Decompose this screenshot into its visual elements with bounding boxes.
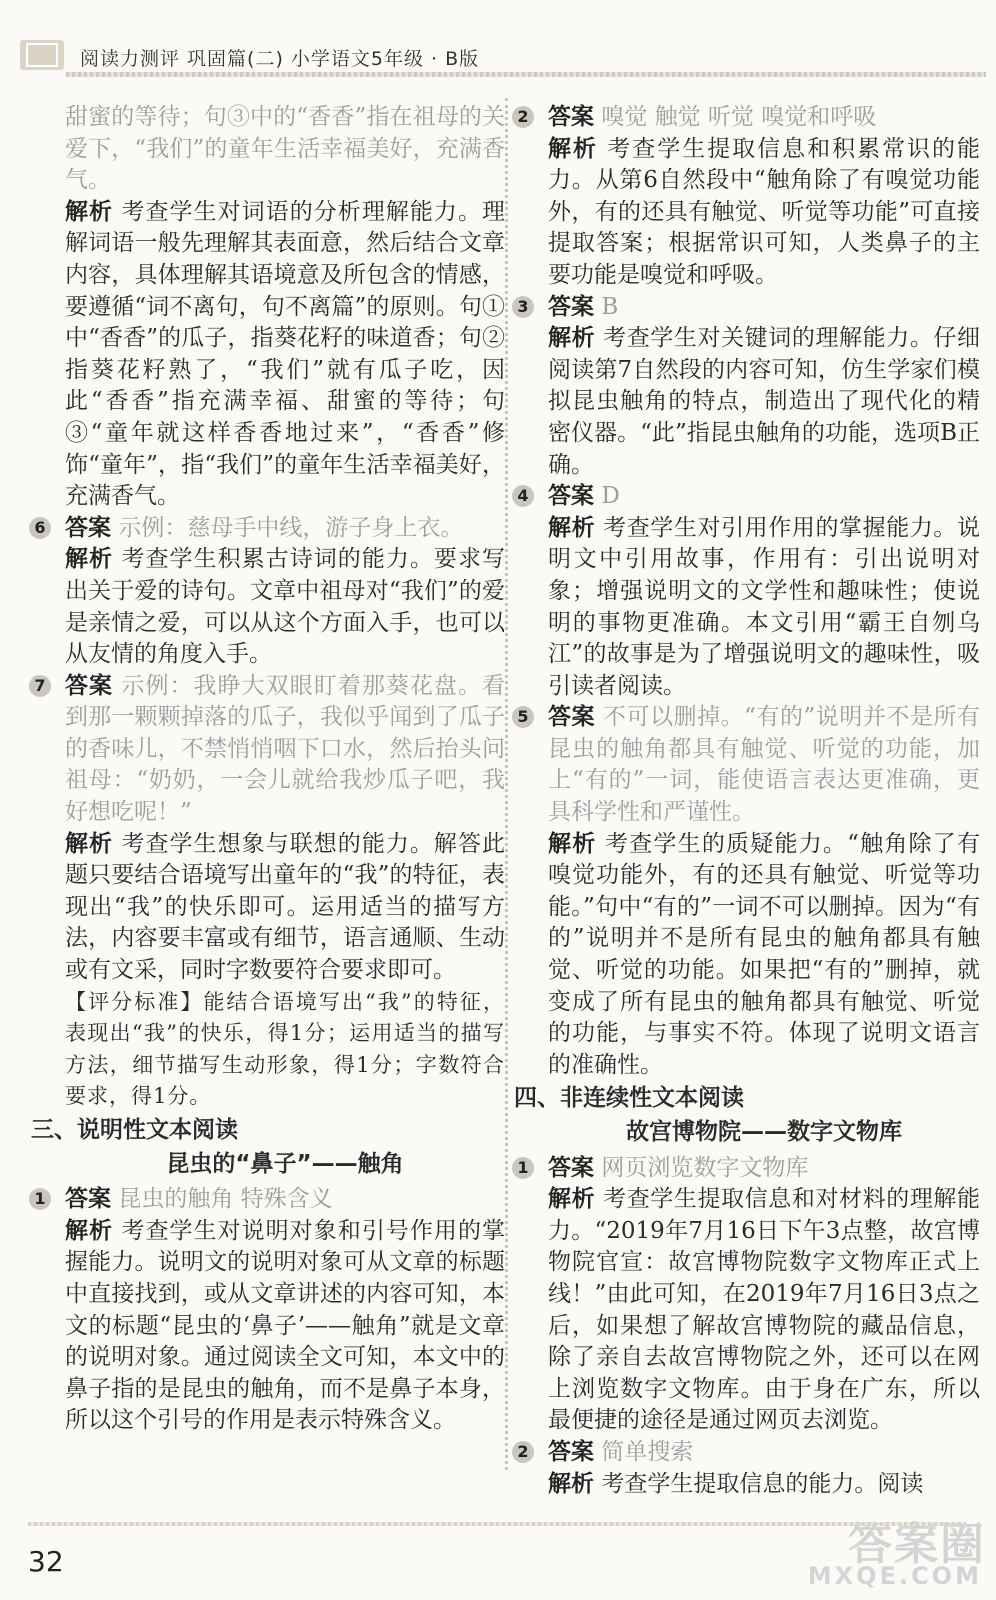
section3-question-1 xyxy=(34,1184,506,1437)
question-number-badge: 7 xyxy=(29,675,51,697)
analysis-label: 解析 xyxy=(65,546,114,573)
answer-text: 网页浏览数字文物库 xyxy=(601,1154,809,1181)
question-number-badge: 1 xyxy=(29,1188,51,1210)
question-7 xyxy=(34,671,506,1113)
section4-question-1 xyxy=(517,1153,980,1437)
analysis-label: 解析 xyxy=(548,514,596,541)
continued-answer: 甜蜜的等待；句③中的“香香”指在祖母的关爱下，“我们”的童年生活幸福美好，充满香气。 xyxy=(65,104,505,194)
page-number: 32 xyxy=(28,1545,64,1578)
header-divider xyxy=(66,72,986,77)
question-number-badge: 2 xyxy=(512,1441,534,1463)
analysis-text: 考查学生提取信息和积累常识的能力。从第6自然段中“触角除了有嗅觉功能外，有的还具有触觉、听觉等功能”可直接提取答案；根据常识可知，人类鼻子的主要功能是嗅觉和呼吸。 xyxy=(548,135,981,288)
analysis-text: 考查学生对词语的分析理解能力。理解词语一般先理解其表面意，然后结合文章内容，具体理解其语境意及所包含的情感，要遵循“词不离句，句不离篇”的原则。句①中“香香”的瓜子，指葵花籽的味道香；句②指葵花籽熟了，“我们”就有瓜子吃，因此“香香”指充满幸福、甜蜜的等待；句③“童年就这样香香地过来”，“香香”修饰“童年”，指“我们”的童年生活幸福美好，充满香气。 xyxy=(65,198,506,510)
continued-analysis xyxy=(65,197,505,513)
answer-label: 答案 xyxy=(65,514,111,541)
answer-text: D xyxy=(601,483,620,510)
section-heading-4: 四、非连续性文本阅读 xyxy=(514,1085,744,1112)
answer-label: 答案 xyxy=(65,672,114,699)
right-column xyxy=(514,102,981,1500)
question-number-badge: 5 xyxy=(512,706,534,728)
answer-label: 答案 xyxy=(548,1438,594,1465)
watermark-logo xyxy=(807,1508,986,1594)
watermark-sub: MXQE.COM xyxy=(807,1562,982,1590)
analysis-label: 解析 xyxy=(65,1217,114,1244)
left-column xyxy=(31,102,506,1437)
analysis-label: 解析 xyxy=(65,830,114,857)
column-divider xyxy=(505,98,508,1470)
article-title: 故宫博物院——数字文物库 xyxy=(626,1119,902,1145)
section3-question-3 xyxy=(517,292,980,482)
answer-text: 昆虫的触角 特殊含义 xyxy=(118,1186,333,1213)
analysis-text: 考查学生对引用作用的掌握能力。说明文中引用故事，作用有：引出说明对象；增强说明文的文学性和趣味性；使说明的事物更准确。本文引用“霸王自刎乌江”的故事是为了增强说明文的趣味性，吸引读者阅读。 xyxy=(548,514,980,699)
article-title: 昆虫的“鼻子”——触角 xyxy=(166,1150,404,1177)
header-title: 阅读力测评 巩固篇(二) 小学语文5年级 · B版 xyxy=(80,48,480,70)
question-number-badge: 4 xyxy=(512,485,534,507)
analysis-text: 考查学生提取信息的能力。阅读 xyxy=(601,1470,924,1497)
question-number-badge: 1 xyxy=(512,1157,534,1179)
analysis-label: 解析 xyxy=(548,830,597,857)
answer-text: 简单搜索 xyxy=(601,1438,694,1465)
analysis-text: 考查学生对关键词的理解能力。仔细阅读第7自然段的内容可知，仿生学家们模拟昆虫触角的特点，制造出了现代化的精密仪器。“此”指昆虫触角的功能，选项B正确。 xyxy=(548,325,980,478)
book-logo-icon xyxy=(20,40,64,70)
page-header xyxy=(0,0,996,70)
answer-label: 答案 xyxy=(548,104,594,130)
question-6 xyxy=(34,513,506,671)
analysis-label: 解析 xyxy=(65,198,114,225)
analysis-label: 解析 xyxy=(548,135,598,162)
analysis-text: 考查学生的质疑能力。“触角除了有嗅觉功能外，有的还具有触觉、听觉等功能。”句中“有的”一词不可以删掉。因为“有的”说明并不是所有昆虫的触角都具有触觉、听觉的功能。如果把“有的”删掉，就变成了所有昆虫的触角都具有触觉、听觉的功能，与事实不符。体现了说明文语言的准确性。 xyxy=(548,830,980,1078)
answer-label: 答案 xyxy=(548,483,594,510)
section4-question-2 xyxy=(517,1437,980,1500)
answer-text: 示例：慈母手中线，游子身上衣。 xyxy=(118,514,464,541)
analysis-label: 解析 xyxy=(548,1186,596,1213)
answer-text: B xyxy=(601,293,619,320)
question-number-badge: 3 xyxy=(512,296,534,318)
answer-text: 示例：我睁大双眼盯着那葵花盘。看到那一颗颗掉落的瓜子，我似乎闻到了瓜子的香味儿，不禁悄悄咽下口水，然后抬头问祖母：“奶奶，一会儿就给我炒瓜子吧，我好想吃呢！” xyxy=(65,672,506,826)
analysis-label: 解析 xyxy=(548,1470,594,1497)
answer-text: 嗅觉 触觉 听觉 嗅觉和呼吸 xyxy=(601,104,877,130)
question-number-badge: 6 xyxy=(29,517,51,539)
answer-label: 答案 xyxy=(548,293,594,320)
answer-label: 答案 xyxy=(65,1186,111,1213)
section-heading-3: 三、说明性文本阅读 xyxy=(31,1117,238,1143)
analysis-text: 考查学生提取信息和对材料的理解能力。“2019年7月16日下午3点整，故宫博物院官宣：故宫博物院数字文物库正式上线！”由此可知，在2019年7月16日3点之后，如果想了解故宫博物院的藏品信息，除了亲自去故宫博物院之外，还可以在网上浏览数字文物库。由于身在广东，所以最便捷的途径是通过网页去浏览。 xyxy=(548,1186,980,1434)
section3-question-5 xyxy=(517,702,981,1081)
section3-question-4 xyxy=(517,481,980,702)
watermark-main: 答案圈 xyxy=(848,1519,986,1570)
answer-text: 不可以删掉。“有的”说明并不是所有昆虫的触角都具有触觉、听觉的功能，加上“有的”一词，能使语言表达更准确，更具科学性和严谨性。 xyxy=(548,704,981,826)
analysis-text: 考查学生积累古诗词的能力。要求写出关于爱的诗句。文章中祖母对“我们”的爱是亲情之爱，可以从这个方面入手，也可以从友情的角度入手。 xyxy=(65,546,506,668)
answer-label: 答案 xyxy=(548,1154,594,1181)
answer-label: 答案 xyxy=(548,704,596,731)
analysis-text: 考查学生想象与联想的能力。解答此题只要结合语境写出童年的“我”的特征，表现出“我”的快乐即可。运用适当的描写方法，内容要丰富或有细节，语言通顺、生动或有文采，同时字数要符合要求即可。 xyxy=(65,830,506,984)
question-number-badge: 2 xyxy=(512,106,534,128)
analysis-text: 考查学生对说明对象和引号作用的掌握能力。说明文的说明对象可从文章的标题中直接找到，或从文章讲述的内容可知，本文的标题“昆虫的‘鼻子’——触角”就是文章的说明对象。通过阅读全文可知，本文中的鼻子指的是昆虫的触角，而不是鼻子本身，所以这个引号的作用是表示特殊含义。 xyxy=(65,1217,506,1434)
analysis-label: 解析 xyxy=(548,325,596,352)
scoring-criteria: 【评分标准】能结合语境写出“我”的特征，表现出“我”的快乐，得1分；运用适当的描写方法，细节描写生动形象，得1分；字数符合要求，得1分。 xyxy=(65,989,505,1109)
section3-question-2 xyxy=(517,102,981,292)
